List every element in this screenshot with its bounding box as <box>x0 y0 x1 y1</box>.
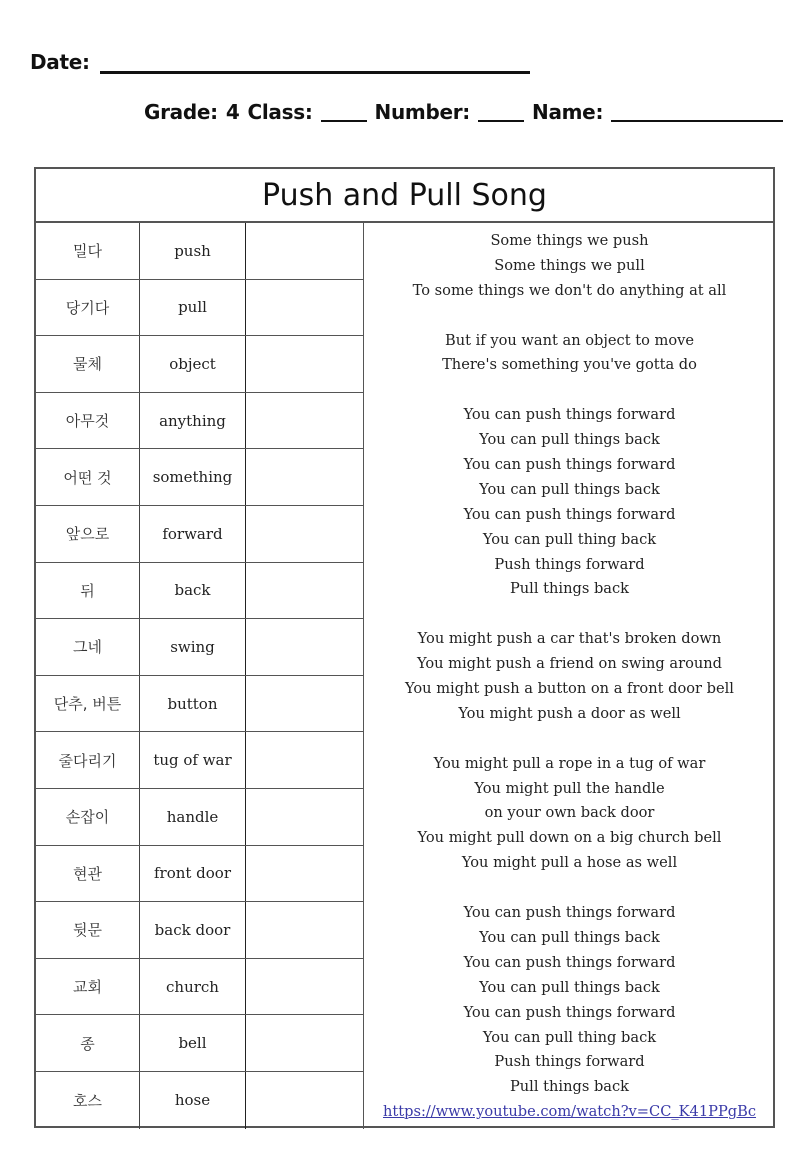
date-row <box>30 50 530 74</box>
lyric-line: Pull things back <box>509 580 630 598</box>
video-link-row <box>364 1100 775 1125</box>
lyric-line: You can push things forward <box>463 953 676 971</box>
number-field[interactable] <box>478 102 524 122</box>
answer-blank-cell[interactable] <box>246 789 364 845</box>
vocab-row <box>36 393 364 450</box>
lyric-line: Pull things back <box>509 1078 630 1096</box>
korean-word: 현관 <box>36 846 140 902</box>
stanza-break <box>364 378 775 403</box>
vocab-row <box>36 1015 364 1072</box>
lyric-line: You might push a car that's broken down <box>417 630 722 648</box>
worksheet-title: Push and Pull Song <box>36 169 773 223</box>
lyric-line: You can pull thing back <box>482 1028 657 1046</box>
answer-blank-cell[interactable] <box>246 506 364 562</box>
lyric-line: You can push things forward <box>463 456 676 474</box>
lyric-line: Some things we push <box>490 232 649 249</box>
vocab-row <box>36 789 364 846</box>
song-lyrics <box>364 223 775 1128</box>
korean-word: 앞으로 <box>36 506 140 562</box>
lyric-line: You might push a button on a front door bell <box>405 680 734 698</box>
lyric-line: You can pull things back <box>479 978 660 996</box>
lyric-line: You can pull things back <box>479 480 660 498</box>
lyric-line: You can pull thing back <box>482 530 657 548</box>
korean-word: 종 <box>36 1015 140 1071</box>
answer-blank-cell[interactable] <box>246 846 364 902</box>
lyric-line: You can pull things back <box>479 928 660 946</box>
answer-blank-cell[interactable] <box>246 1015 364 1071</box>
video-link[interactable]: https://www.youtube.com/watch?v=CC_K41PPgBc <box>382 1103 757 1121</box>
stanza-break <box>364 602 775 627</box>
answer-blank-cell[interactable] <box>246 449 364 505</box>
worksheet-table <box>34 167 775 1128</box>
korean-word: 줄다리기 <box>36 732 140 788</box>
english-word: forward <box>140 506 246 562</box>
vocab-row <box>36 449 364 506</box>
lyric-line: You can push things forward <box>463 505 676 523</box>
korean-word: 교회 <box>36 959 140 1015</box>
class-field[interactable] <box>321 102 367 122</box>
lyric-line: You can push things forward <box>463 904 676 922</box>
english-word: pull <box>140 280 246 336</box>
vocabulary-table <box>36 223 364 1128</box>
english-word: bell <box>140 1015 246 1071</box>
vocab-row <box>36 902 364 959</box>
korean-word: 손잡이 <box>36 789 140 845</box>
lyric-line: You might pull a rope in a tug of war <box>433 754 706 772</box>
lyric-line: You might pull down on a big church bell <box>417 829 722 847</box>
answer-blank-cell[interactable] <box>246 336 364 392</box>
english-word: anything <box>140 393 246 449</box>
korean-word: 당기다 <box>36 280 140 336</box>
date-field[interactable] <box>100 51 530 74</box>
answer-blank-cell[interactable] <box>246 619 364 675</box>
answer-blank-cell[interactable] <box>246 902 364 958</box>
lyric-line: You might push a door as well <box>458 704 681 722</box>
stanza-break <box>364 876 775 901</box>
english-word: back door <box>140 902 246 958</box>
answer-blank-cell[interactable] <box>246 732 364 788</box>
korean-word: 뒤 <box>36 563 140 619</box>
english-word: button <box>140 676 246 732</box>
lyric-line: Push things forward <box>494 1053 645 1071</box>
date-label: Date: <box>30 50 90 74</box>
korean-word: 아무것 <box>36 393 140 449</box>
answer-blank-cell[interactable] <box>246 280 364 336</box>
lyric-line: You might pull a hose as well <box>461 854 678 872</box>
answer-blank-cell[interactable] <box>246 223 364 279</box>
vocab-row <box>36 223 364 280</box>
korean-word: 호스 <box>36 1072 140 1129</box>
answer-blank-cell[interactable] <box>246 676 364 732</box>
english-word: hose <box>140 1072 246 1129</box>
vocab-row <box>36 1072 364 1129</box>
vocab-row <box>36 506 364 563</box>
korean-word: 밀다 <box>36 223 140 279</box>
english-word: tug of war <box>140 732 246 788</box>
vocab-row <box>36 336 364 393</box>
english-word: handle <box>140 789 246 845</box>
vocab-row <box>36 619 364 676</box>
lyric-line: To some things we don't do anything at all <box>412 281 727 299</box>
english-word: back <box>140 563 246 619</box>
lyric-line: You can push things forward <box>463 1003 676 1021</box>
vocab-row <box>36 959 364 1016</box>
korean-word: 그네 <box>36 619 140 675</box>
answer-blank-cell[interactable] <box>246 563 364 619</box>
vocab-row <box>36 732 364 789</box>
english-word: front door <box>140 846 246 902</box>
korean-word: 물체 <box>36 336 140 392</box>
lyric-line: You might pull the handle <box>474 779 665 797</box>
answer-blank-cell[interactable] <box>246 959 364 1015</box>
name-field[interactable] <box>611 102 783 122</box>
vocab-row <box>36 563 364 620</box>
korean-word: 단추, 버튼 <box>36 676 140 732</box>
lyric-line: But if you want an object to move <box>445 331 694 349</box>
lyric-line: Some things we pull <box>494 256 645 274</box>
lyric-line: You can pull things back <box>479 431 660 449</box>
vocab-row <box>36 676 364 733</box>
stanza-break <box>364 727 775 752</box>
vocab-row <box>36 846 364 903</box>
vocab-row <box>36 280 364 337</box>
name-label: Name: <box>532 100 604 124</box>
english-word: something <box>140 449 246 505</box>
lyric-line: You can push things forward <box>463 406 676 424</box>
korean-word: 뒷문 <box>36 902 140 958</box>
answer-blank-cell[interactable] <box>246 393 364 449</box>
student-info-row <box>144 100 783 124</box>
english-word: push <box>140 223 246 279</box>
english-word: church <box>140 959 246 1015</box>
lyric-line: You might push a friend on swing around <box>416 655 723 673</box>
english-word: object <box>140 336 246 392</box>
lyric-line: Push things forward <box>494 555 645 573</box>
korean-word: 어떤 것 <box>36 449 140 505</box>
stanza-break <box>364 304 775 329</box>
lyric-line: on your own back door <box>484 804 655 822</box>
number-label: Number: <box>374 100 470 124</box>
grade-value: 4 <box>225 100 240 124</box>
english-word: swing <box>140 619 246 675</box>
answer-blank-cell[interactable] <box>246 1072 364 1129</box>
lyric-line: There's something you've gotta do <box>442 356 697 374</box>
grade-label: Grade: <box>144 100 218 124</box>
class-label: Class: <box>247 100 313 124</box>
